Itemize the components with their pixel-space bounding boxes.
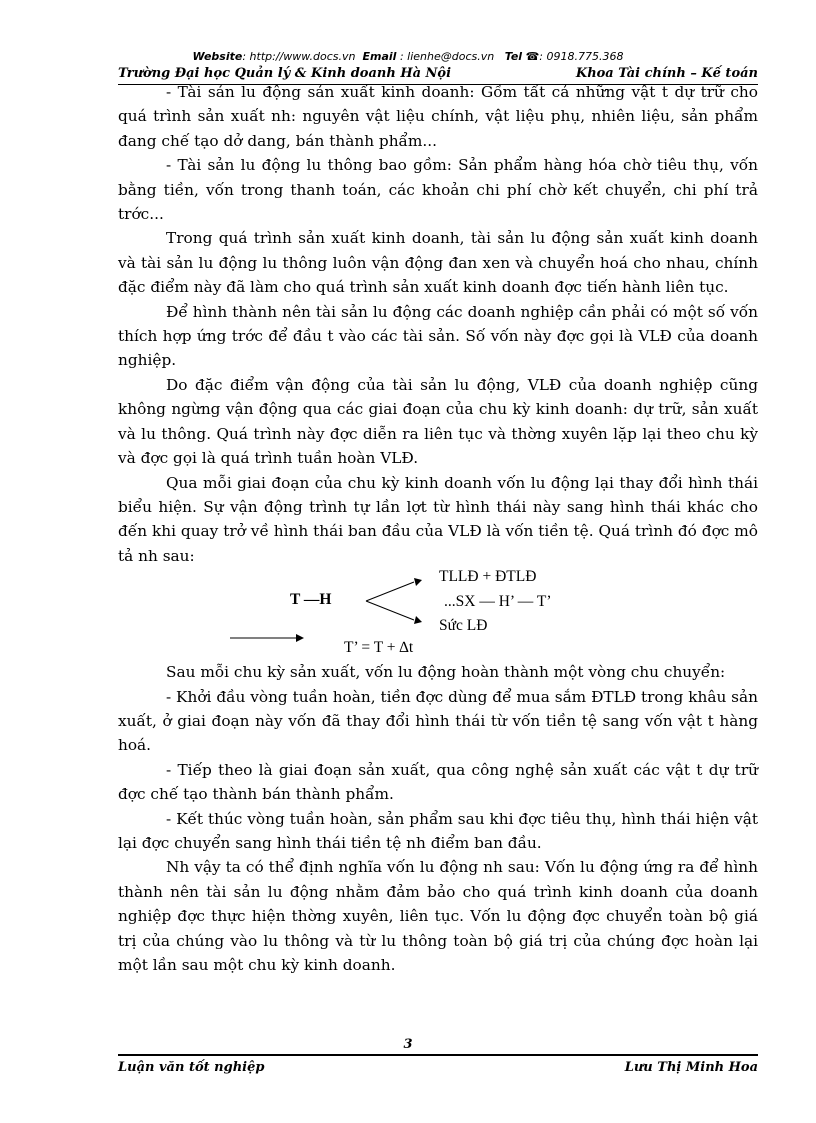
website-value: : http://www.docs.vn	[242, 50, 356, 63]
diagram-middle: ...SX — H’ — T’	[444, 593, 552, 611]
diagram-result: T’ = T + ∆t	[344, 639, 414, 657]
paragraph: Qua mỗi giai đoạn của chu kỳ kinh doanh vốn lu động lại thay đổi hình thái biểu hiện. Sự vận động trình tự lần lợt từ hình thái này sang hình thái khác cho đến khi quay trở về hình thái ban đầu của VLĐ là vốn tiền tệ. Quá trình đó đợc mô tả nh sau:	[118, 473, 758, 565]
phone-icon: ☎	[525, 50, 540, 63]
page-number: 3	[403, 1037, 413, 1052]
paragraph: - Tài sản lu động sản xuất kinh doanh: Gồm tất cả những vật t dự trữ cho quá trình sản xuất nh: nguyên vật liệu chính, vật liệu phụ, nhiên liệu, sản phẩm đang chế tạo dở dang, bán thành phẩm...	[118, 83, 758, 150]
paragraph: Trong quá trình sản xuất kinh doanh, tài sản lu động sản xuất kinh doanh và tài sản lu động lu thông luôn vận động đan xen và chuyển hoá cho nhau, chính đặc điểm này đã làm cho quá trình sản xuất kinh doanh đợc tiến hành liên tục.	[118, 229, 758, 297]
paragraph: Để hình thành nên tài sản lu động các doanh nghiệp cần phải có một số vốn thích hợp ứng trớc để đầu t vào các tài sản. Số vốn này đợc gọi là VLĐ của doanh nghiệp.	[118, 302, 758, 370]
paragraph: Sau mỗi chu kỳ sản xuất, vốn lu động hoàn thành một vòng chu chuyển:	[166, 663, 726, 682]
diagram-bottom-branch: Sức LĐ	[439, 617, 488, 635]
document-body	[118, 80, 758, 977]
paragraph: Do đặc điểm vận động của tài sản lu động, VLĐ của doanh nghiệp cũng không ngừng vận động qua các giai đoạn của chu kỳ kinh doanh: dự trữ, sản xuất và lu thông. Quá trình này đợc diễn ra liên tục và thờng xuyên lặp lại theo chu kỳ và đợc gọi là quá trình tuần hoàn VLĐ.	[118, 375, 758, 468]
upper-branch-line	[366, 582, 414, 601]
website-label: Website	[192, 50, 243, 63]
return-arrow	[228, 633, 308, 643]
tel-value: : 0918.775.368	[539, 50, 624, 63]
paragraph: - Khởi đầu vòng tuần hoàn, tiền đợc dùng để mua sắm ĐTLĐ trong khâu sản xuất, ở giai đoạn này vốn đã thay đổi hình thái từ vốn tiền tệ sang vốn vật t hàng hoá.	[118, 687, 758, 755]
diagram-t-h: T —H	[290, 591, 332, 609]
paragraph: - Kết thúc vòng tuần hoàn, sản phẩm sau khi đợc tiêu thụ, hình thái hiện vật lại đợc chuyển sang hình thái tiền tệ nh điểm ban đầu.	[118, 809, 758, 852]
lower-branch-line	[366, 601, 414, 620]
branch-arrows	[362, 574, 442, 634]
lower-arrowhead	[414, 616, 422, 624]
paragraph: Nh vậy ta có thể định nghĩa vốn lu động nh sau: Vốn lu động ứng ra để hình thành nên tài sản lu động nhằm đảm bảo cho quá trình kinh doanh của doanh nghiệp đợc thực hiện thờng xuyên, liên tục. Vốn lu động đợc chuyển toàn bộ giá trị của chúng vào lu thông và từ lu thông toàn bộ giá trị của chúng đợc hoàn lại một lần sau một chu kỳ kinh doanh.	[118, 858, 758, 974]
paragraph: - Tiếp theo là giai đoạn sản xuất, qua công nghệ sản xuất các vật t dự trữ đợc chế tạo thành bán thành phẩm.	[118, 760, 758, 804]
diagram-top-branch: TLLĐ + ĐTLĐ	[439, 568, 537, 586]
page-footer	[118, 1054, 758, 1075]
email-value: : lienhe@docs.vn	[399, 50, 495, 63]
footer-thesis-label: Luận văn tốt nghiệp	[118, 1060, 265, 1075]
header-faculty: Khoa Tài chính – Kế toán	[575, 66, 758, 81]
email-label: Email	[362, 50, 397, 63]
paragraph: - Tài sản lu động lu thông bao gồm: Sản phẩm hàng hóa chờ tiêu thụ, vốn bằng tiền, vốn trong thanh toán, các khoản chi phí chờ kết chuyển, chi phí trả trớc...	[118, 156, 758, 224]
capital-circulation-diagram	[118, 568, 758, 660]
upper-arrowhead	[414, 578, 422, 586]
header-school: Trường Đại học Quản lý & Kinh doanh Hà Nội	[118, 66, 452, 81]
tel-label: Tel	[504, 50, 523, 63]
footer-author: Lưu Thị Minh Hoa	[624, 1060, 758, 1075]
website-contact-bar	[0, 50, 816, 63]
